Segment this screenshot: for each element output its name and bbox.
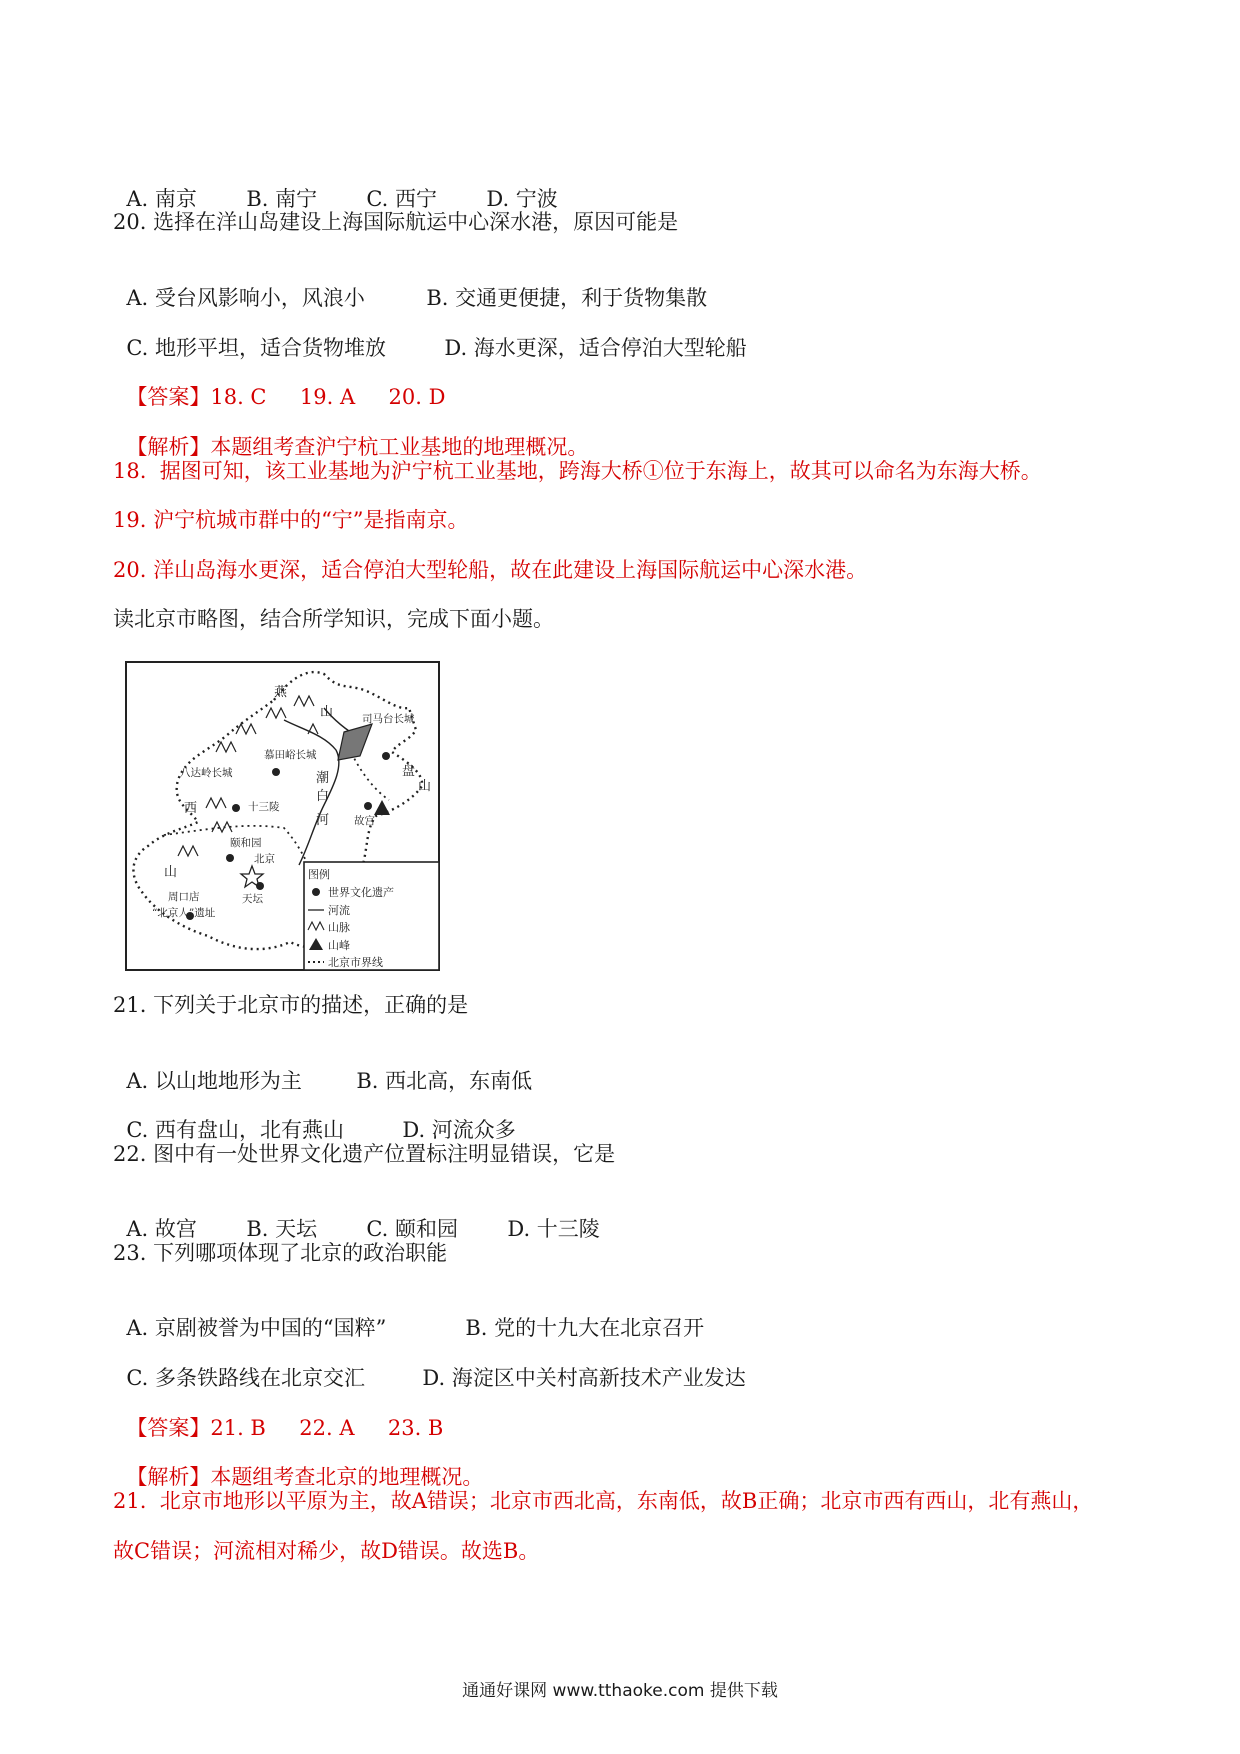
- q19-options: [113, 160, 558, 212]
- label-he: 河: [316, 813, 330, 828]
- answer-tag: 【答案】: [126, 385, 211, 409]
- analysis-block-1: [113, 408, 588, 460]
- label-bai: 白: [316, 789, 330, 804]
- label-beijing: 北京: [254, 853, 275, 865]
- option-a: A. 受台风影响小，风浪小: [126, 286, 365, 310]
- option-c: C. 地形平坦，适合货物堆放: [126, 336, 387, 360]
- q23-options-ab: [113, 1289, 704, 1341]
- label-mutianyu: 慕田峪长城: [264, 749, 317, 761]
- option-a: A. 南京: [126, 187, 197, 211]
- label-shan1: 山: [320, 705, 334, 720]
- label-beijingren: “北京人”遗址: [152, 907, 216, 919]
- option-d: D. 宁波: [486, 187, 558, 211]
- option-b: B. 天坛: [246, 1217, 318, 1241]
- label-chao: 潮: [316, 771, 330, 786]
- option-d: D. 十三陵: [507, 1217, 600, 1241]
- question-20: 20. 选择在洋山岛建设上海国际航运中心深水港，原因可能是: [113, 210, 679, 234]
- map-intro: 读北京市略图，结合所学知识，完成下面小题。: [113, 607, 554, 631]
- answer-block-1: [113, 358, 445, 410]
- option-a: A. 以山地地形为主: [126, 1069, 302, 1093]
- label-gugong: 故宫: [354, 815, 375, 827]
- label-xi: 西: [184, 801, 198, 816]
- label-shisanling: 十三陵: [248, 801, 280, 813]
- label-yiheyuan: 颐和园: [230, 837, 262, 849]
- label-tiantan: 天坛: [242, 893, 263, 905]
- legend-title: 图例: [308, 868, 330, 881]
- answer-tag: 【答案】: [126, 1416, 211, 1440]
- analysis-block-2: [113, 1438, 483, 1490]
- q20-options-cd: [113, 309, 747, 361]
- option-d: D. 海水更深，适合停泊大型轮船: [444, 336, 747, 360]
- explanation-18: 18. 据图可知，该工业基地为沪宁杭工业基地，跨海大桥①位于东海上，故其可以命名为东海大桥。: [113, 459, 1042, 483]
- option-b: B. 党的十九大在北京召开: [465, 1316, 705, 1340]
- answer-text: 18. C 19. A 20. D: [210, 385, 446, 409]
- label-yan: 燕: [274, 685, 288, 700]
- legend-peak: 山峰: [328, 939, 350, 952]
- option-b: B. 交通更便捷，利于货物集散: [426, 286, 708, 310]
- q21-options-cd: [113, 1091, 516, 1143]
- label-shan3: 山: [418, 779, 432, 794]
- legend-mountains: 山脉: [328, 921, 350, 934]
- page-footer: 通通好课网 www.tthaoke.com 提供下载: [462, 1681, 778, 1701]
- beijing-map: [124, 660, 442, 973]
- option-d: D. 河流众多: [402, 1118, 516, 1142]
- option-c: C. 颐和园: [366, 1217, 459, 1241]
- answer-block-2: [113, 1389, 443, 1441]
- label-pan: 盘: [402, 764, 416, 779]
- label-shan2: 山: [164, 865, 178, 880]
- legend-boundary: 北京市界线: [328, 956, 383, 969]
- answer-text: 21. B 22. A 23. B: [210, 1416, 444, 1440]
- q23-options-cd: [113, 1339, 746, 1391]
- analysis-tag: 【解析】: [126, 435, 211, 459]
- q21-options-ab: [113, 1042, 532, 1094]
- legend-heritage: 世界文化遗产: [328, 886, 394, 899]
- explanation-21-line-1: 21. 北京市地形以平原为主，故A错误；北京市西北高，东南低，故B正确；北京市西有西山，北有燕山，: [113, 1489, 1094, 1513]
- option-b: B. 南宁: [246, 187, 318, 211]
- analysis-text: 本题组考查沪宁杭工业基地的地理概况。: [210, 435, 589, 459]
- option-c: C. 多条铁路线在北京交汇: [126, 1366, 366, 1390]
- option-c: C. 西有盘山，北有燕山: [126, 1118, 345, 1142]
- q22-options: [113, 1190, 600, 1242]
- q20-options-ab: [113, 259, 707, 311]
- label-badaling: 八达岭长城: [180, 767, 233, 779]
- analysis-tag: 【解析】: [126, 1465, 211, 1489]
- map-legend: [304, 862, 439, 970]
- analysis-text: 本题组考查北京的地理概况。: [210, 1465, 484, 1489]
- option-c: C. 西宁: [366, 187, 438, 211]
- question-22: 22. 图中有一处世界文化遗产位置标注明显错误，它是: [113, 1142, 616, 1166]
- explanation-19: 19. 沪宁杭城市群中的“宁”是指南京。: [113, 508, 469, 532]
- option-a: A. 京剧被誉为中国的“国粹”: [126, 1316, 387, 1340]
- label-simatai: 司马台长城: [362, 713, 415, 725]
- explanation-20: 20. 洋山岛海水更深，适合停泊大型轮船，故在此建设上海国际航运中心深水港。: [113, 558, 868, 582]
- explanation-21-line-2: 故C错误；河流相对稀少，故D错误。故选B。: [113, 1539, 540, 1563]
- option-d: D. 海淀区中关村高新技术产业发达: [422, 1366, 746, 1390]
- question-23: 23. 下列哪项体现了北京的政治职能: [113, 1241, 448, 1265]
- question-21: 21. 下列关于北京市的描述，正确的是: [113, 993, 469, 1017]
- option-a: A. 故宫: [126, 1217, 197, 1241]
- option-b: B. 西北高，东南低: [356, 1069, 533, 1093]
- label-zhoukoudian: 周口店: [168, 891, 200, 903]
- legend-river: 河流: [328, 904, 350, 917]
